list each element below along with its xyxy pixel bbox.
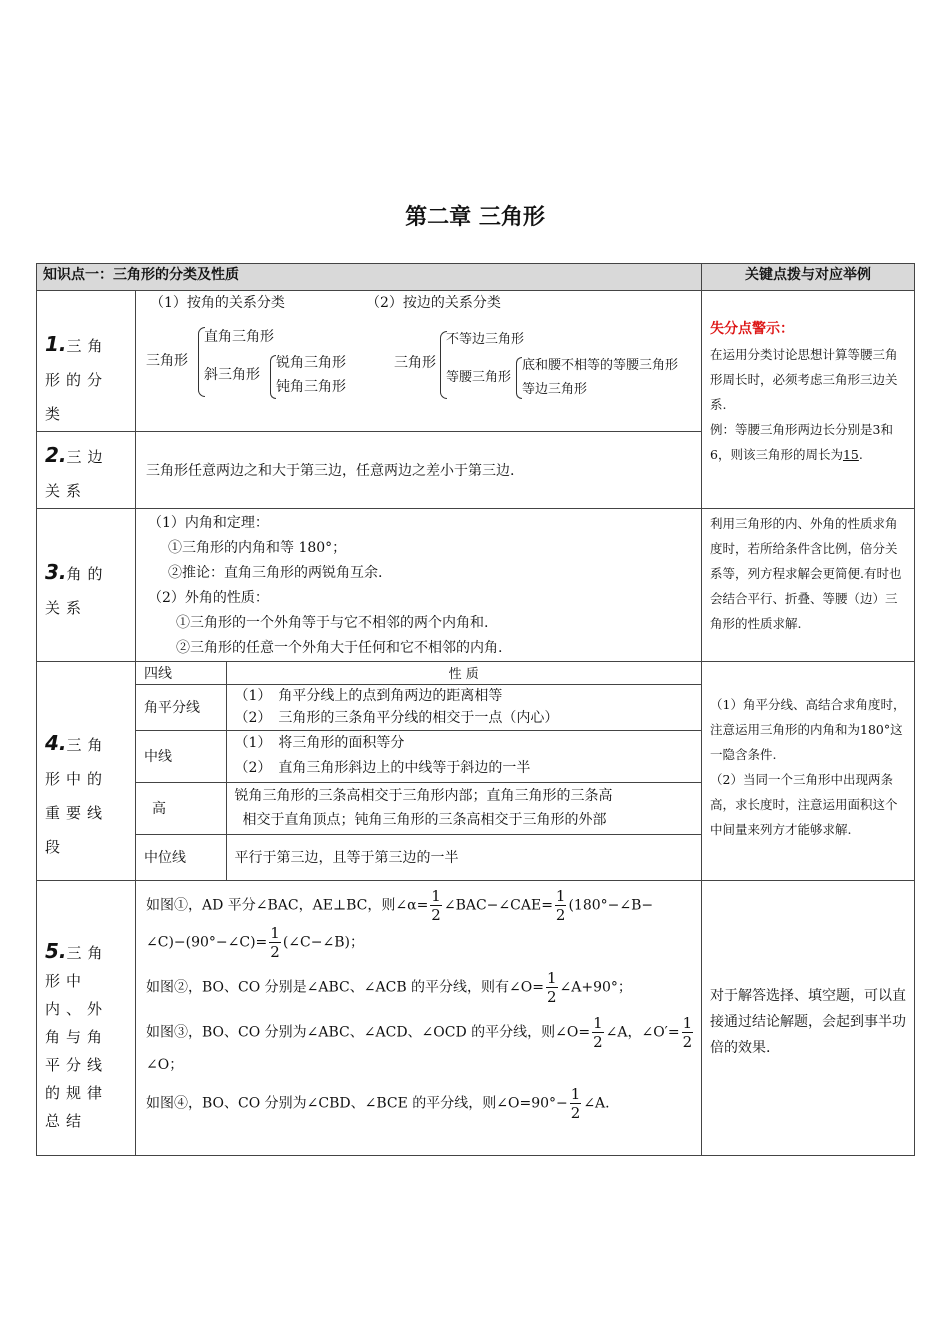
rule-fig-3-line-2: ∠O； — [146, 1057, 184, 1073]
angle-relation-cell — [136, 509, 702, 662]
side-relation-text: 三角形任意两边之和大于第三边，任意两边之差小于第三边. — [136, 432, 702, 509]
table-row — [136, 834, 701, 880]
midline-prop: 平行于第三边，且等于第三边的一半 — [226, 834, 701, 880]
isosceles-triangle: 等腰三角形 — [446, 370, 512, 385]
rule-fig-2: 如图②，BO、CO 分别是∠ABC、∠ACB 的平分线，则有∠O= $\frac{1}{2}$ ∠A+90°； — [146, 969, 632, 1006]
warning-text: 在运用分类讨论思想计算等腰三角形周长时，必须考虑三角形三边关系. — [710, 347, 898, 412]
exterior-angle-rule-2: ②三角形的任意一个外角大于任何和它不相邻的内角. — [176, 640, 503, 656]
classification-cell — [136, 291, 702, 432]
header-left: 知识点一：三角形的分类及性质 — [37, 264, 702, 291]
tree-root-angle: 三角形 — [146, 353, 188, 369]
fraction-half: $\frac{1}{2}$ — [555, 887, 566, 924]
midline: 中位线 — [136, 834, 226, 880]
section-4-number: 4. — [45, 731, 67, 755]
note-4-cell — [702, 662, 915, 881]
note-5-text: 对于解答选择、填空题，可以直接通过结论解题，会起到事半功倍的效果. — [710, 988, 906, 1056]
exterior-angle-heading: （2）外角的性质： — [148, 590, 269, 606]
angle-bisector-rules-cell — [136, 881, 702, 1156]
equilateral-triangle: 等边三角形 — [522, 382, 588, 397]
table-header — [37, 264, 915, 291]
tree-root-side: 三角形 — [394, 355, 436, 371]
col-properties: 性 质 — [226, 662, 701, 684]
lines-table — [136, 662, 701, 880]
fraction-half: $\frac{1}{2}$ — [593, 1014, 603, 1051]
section-5-number: 5. — [45, 939, 67, 963]
section-5 — [37, 881, 915, 1156]
rule-fig-1-line-1: 如图①，AD 平分∠BAC，AE⊥BC，则∠α= $\frac{1}{2}$ ∠BAC−∠CAE= $\frac{1}{2}$ (180°−∠B− — [146, 887, 654, 924]
interior-angle-heading: （1）内角和定理： — [148, 515, 269, 531]
section-5-label-cell — [37, 881, 136, 1156]
section-1-number: 1. — [45, 332, 67, 356]
table-row — [136, 730, 701, 782]
section-4-label: 三角形中的重要线段 — [45, 736, 109, 856]
altitude: 高 — [136, 782, 226, 834]
section-3-number: 3. — [45, 560, 67, 584]
section-1 — [37, 291, 915, 432]
fraction-half: $\frac{1}{2}$ — [431, 887, 441, 924]
fraction-half: $\frac{1}{2}$ — [682, 1014, 693, 1051]
fraction-half: $\frac{1}{2}$ — [270, 924, 280, 961]
table-row — [136, 782, 701, 834]
section-4 — [37, 662, 915, 881]
section-2-label-cell — [37, 432, 136, 509]
median-prop-2: （2） 直角三角形斜边上的中线等于斜边的一半 — [234, 760, 531, 776]
warning-example: 例：等腰三角形两边长分别是3和6，则该三角形的周长为15. — [710, 422, 893, 462]
interior-angle-corollary: ②推论：直角三角形的两锐角互余. — [168, 565, 383, 581]
right-triangle: 直角三角形 — [204, 329, 274, 345]
fraction-half: $\frac{1}{2}$ — [570, 1085, 581, 1122]
rule-fig-3-line-1: 如图③，BO、CO 分别为∠ABC、∠ACD、∠OCD 的平分线，则∠O= $\frac{1}{2}$ ∠A，∠O′= $\frac{1}{2}$ — [146, 1014, 693, 1051]
note-4-p1: （1）角平分线、高结合求角度时，注意运用三角形的内角和为180°这一隐含条件. — [710, 697, 906, 762]
col-four-lines: 四线 — [136, 662, 226, 684]
table-row — [136, 684, 701, 730]
acute-triangle: 锐角三角形 — [276, 355, 346, 371]
section-1-label: 三角形的分类 — [45, 337, 109, 423]
note-4-p2: （2）当同一个三角形中出现两条高，求长度时，注意运用面积这个中间量来列方才能够求解. — [710, 772, 898, 837]
page-title: 第二章 三角形 — [405, 205, 545, 230]
non-equilateral-isosceles: 底和腰不相等的等腰三角形 — [522, 358, 679, 373]
warning-title: 失分点警示： — [710, 321, 794, 337]
note-5-cell — [702, 881, 915, 1156]
obtuse-triangle: 钝角三角形 — [276, 379, 346, 395]
rule-fig-1-line-2: ∠C)−(90°−∠C)= $\frac{1}{2}$ (∠C−∠B)； — [146, 924, 364, 961]
section-5-label: 三角形中内、外角与角平分线的规律总结 — [45, 944, 109, 1130]
angle-bisector-prop-2: （2） 三角形的三条角平分线的相交于一点（内心） — [234, 710, 559, 726]
section-1-label-cell — [37, 291, 136, 432]
fraction-half: $\frac{1}{2}$ — [547, 969, 557, 1006]
altitude-prop-2: 相交于直角顶点；钝角三角形的三条高相交于三角形的外部 — [242, 812, 607, 828]
note-3-cell — [702, 509, 915, 662]
section-3-label: 角的关系 — [45, 565, 109, 617]
median-prop-1: （1） 将三角形的面积等分 — [234, 735, 405, 751]
header-right: 关键点拨与对应举例 — [702, 264, 915, 291]
side-class-heading: （2）按边的关系分类 — [366, 295, 501, 311]
exterior-angle-rule-1: ①三角形的一个外角等于与它不相邻的两个内角和. — [176, 615, 489, 631]
section-4-label-cell — [37, 662, 136, 881]
warning-answer: 15 — [842, 447, 859, 462]
altitude-prop-1: 锐角三角形的三条高相交于三角形内部；直角三角形的三条高 — [234, 788, 613, 804]
section-2-label: 三边关系 — [45, 448, 109, 500]
interior-angle-sum: ①三角形的内角和等 180°； — [168, 540, 347, 556]
section-3-label-cell — [37, 509, 136, 662]
note-3-text: 利用三角形的内、外角的性质求角度时，若所给条件含比例，倍分关系等，列方程求解会更简便.有时也会结合平行、折叠、等腰（边）三角形的性质求解. — [710, 516, 902, 631]
angle-class-heading: （1）按角的关系分类 — [150, 295, 285, 311]
oblique-triangle: 斜三角形 — [204, 367, 260, 383]
important-lines-cell — [136, 662, 702, 881]
knowledge-table — [36, 263, 915, 1156]
note-1-cell — [702, 291, 915, 509]
scalene-triangle: 不等边三角形 — [446, 332, 525, 347]
section-2-number: 2. — [45, 443, 67, 467]
angle-bisector: 角平分线 — [136, 684, 226, 730]
median: 中线 — [136, 730, 226, 782]
angle-bisector-prop-1: （1） 角平分线上的点到角两边的距离相等 — [234, 688, 503, 704]
section-3 — [37, 509, 915, 662]
rule-fig-4: 如图④，BO、CO 分别为∠CBD、∠BCE 的平分线，则∠O=90°− $\frac{1}{2}$ ∠A. — [146, 1085, 610, 1122]
